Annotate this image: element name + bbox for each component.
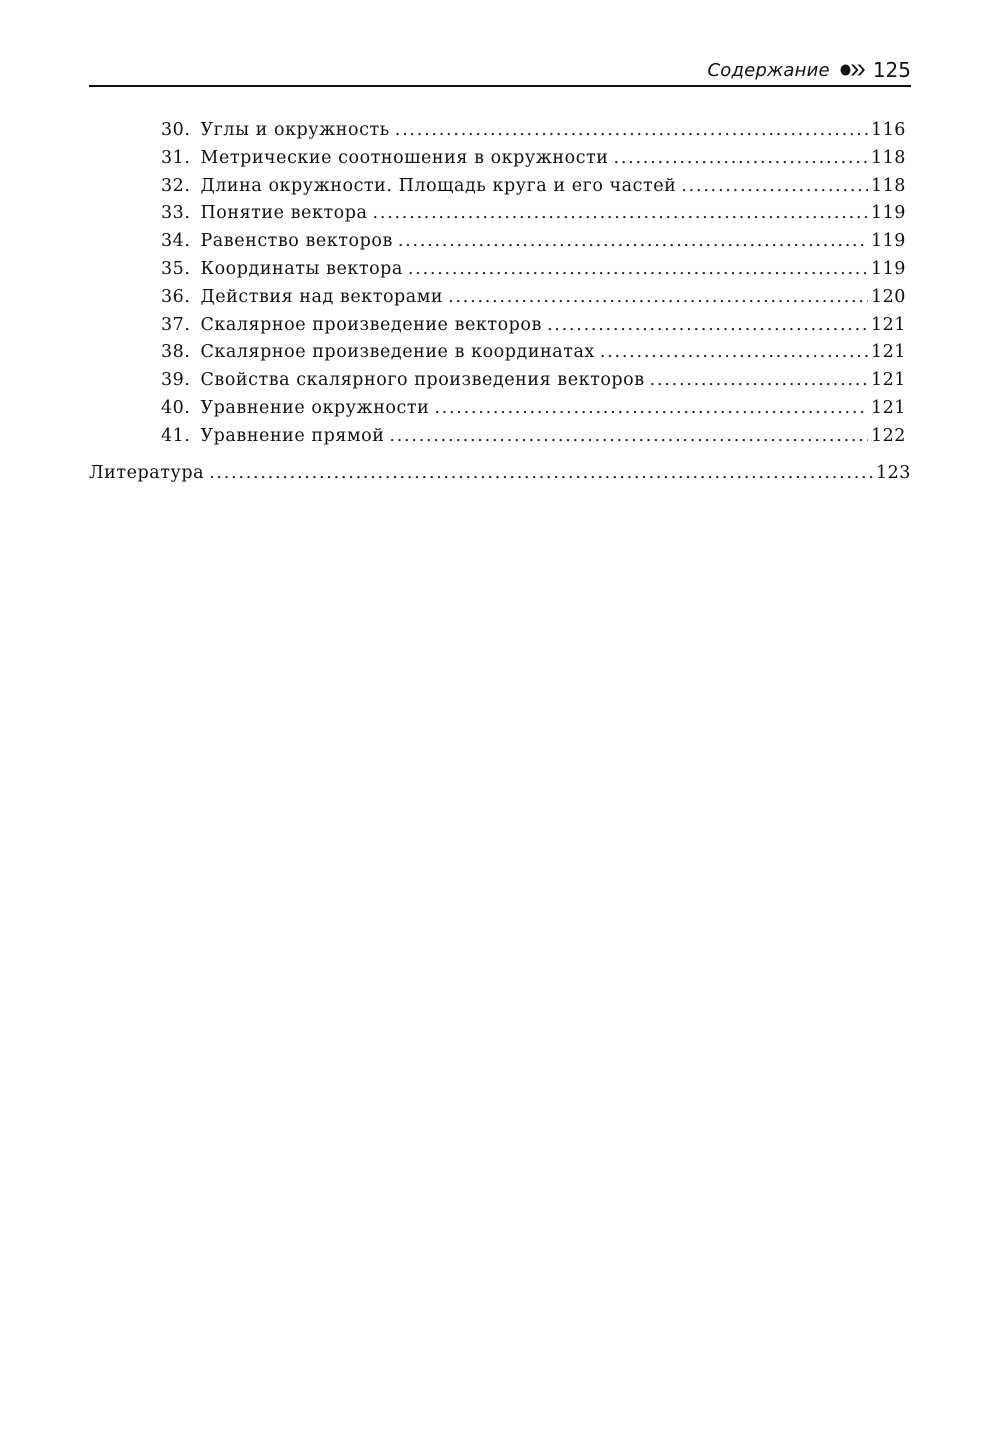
bibliography-title: Литература [89, 462, 205, 483]
toc-entry-number: 37. [161, 314, 191, 335]
toc-entry-title [161, 120, 390, 140]
toc-entry-page: 121 [870, 314, 906, 335]
toc-entry-title [161, 231, 393, 251]
toc-entry-page: 116 [870, 120, 906, 140]
toc-entry-text: Углы и окружность [200, 120, 390, 140]
toc-entry [89, 120, 911, 148]
toc-entry-number: 35. [161, 258, 191, 279]
toc-entry-number: 41. [161, 425, 191, 446]
dot-leader [650, 370, 868, 390]
table-of-contents [89, 120, 911, 490]
toc-entry-text: Координаты вектора [200, 258, 403, 279]
toc-entry-page: 118 [870, 147, 906, 168]
toc-entry-title [161, 203, 368, 223]
toc-entry-page: 119 [870, 203, 906, 224]
toc-entry-text: Скалярное произведение векторов [200, 314, 542, 335]
toc-entry [89, 370, 911, 398]
toc-entry [89, 287, 911, 315]
toc-entry-text: Метрические соотношения в окружности [200, 147, 609, 168]
bibliography-page: 123 [875, 462, 911, 483]
toc-entry-number: 38. [161, 342, 191, 363]
toc-entry [89, 315, 911, 343]
toc-entry-page: 120 [870, 286, 906, 307]
toc-entry-number: 32. [161, 175, 191, 196]
toc-entry-text: Свойства скалярного произведения векторов [200, 370, 645, 391]
toc-entry-title [161, 426, 384, 446]
toc-entry-number: 39. [161, 370, 191, 391]
toc-entry-page: 121 [870, 397, 906, 418]
toc-entry [89, 259, 911, 287]
toc-entry [89, 203, 911, 231]
toc-entry-title [161, 148, 609, 168]
running-header [89, 55, 911, 87]
dot-leader [681, 176, 868, 196]
dot-leader [448, 287, 868, 307]
dot-leader [614, 148, 868, 168]
dot-leader [600, 342, 868, 362]
toc-entry-number: 40. [161, 397, 191, 418]
toc-entry-text: Равенство векторов [200, 231, 393, 252]
toc-entry-title [161, 370, 645, 390]
double-chevron-bullet-icon [840, 63, 866, 77]
toc-entry-number: 36. [161, 286, 191, 307]
toc-entry-number: 31. [161, 147, 191, 168]
toc-entry-page: 119 [870, 231, 906, 252]
page-number: 125 [872, 58, 911, 82]
toc-entry [89, 231, 911, 259]
toc-entry-text: Понятие вектора [200, 203, 368, 224]
toc-entry-page: 121 [870, 370, 906, 391]
toc-entry-title [161, 315, 542, 335]
running-header-title: Содержание [707, 59, 830, 81]
toc-entry [89, 426, 911, 454]
toc-entry-title [161, 259, 403, 279]
toc-entry-text: Действия над векторами [200, 286, 444, 307]
dot-leader [209, 463, 873, 483]
toc-entry-page: 122 [870, 425, 906, 446]
dot-leader [398, 231, 868, 251]
dot-leader [434, 398, 868, 418]
toc-entry-text: Уравнение прямой [200, 425, 385, 446]
toc-entry [89, 148, 911, 176]
toc-entry-title [161, 176, 676, 196]
toc-entry-title [161, 287, 443, 307]
toc-entry-page: 118 [870, 175, 906, 196]
dot-leader [408, 259, 868, 279]
dot-leader [395, 120, 868, 140]
dot-leader [373, 203, 868, 223]
toc-entry-bibliography [89, 463, 911, 491]
toc-entry-title [161, 398, 429, 418]
toc-entry [89, 176, 911, 204]
toc-entry-number: 30. [161, 120, 191, 140]
toc-entry-text: Длина окружности. Площадь круга и его частей [200, 175, 677, 196]
toc-entry-text: Скалярное произведение в координатах [200, 342, 595, 363]
dot-leader [389, 426, 868, 446]
toc-entry-number: 34. [161, 231, 191, 252]
toc-entry-page: 121 [870, 342, 906, 363]
toc-entry [89, 342, 911, 370]
toc-entry-page: 119 [870, 258, 906, 279]
toc-entry-title [161, 342, 595, 362]
toc-entry-number: 33. [161, 203, 191, 224]
dot-leader [547, 315, 868, 335]
toc-entry [89, 398, 911, 426]
toc-entry-text: Уравнение окружности [200, 397, 430, 418]
